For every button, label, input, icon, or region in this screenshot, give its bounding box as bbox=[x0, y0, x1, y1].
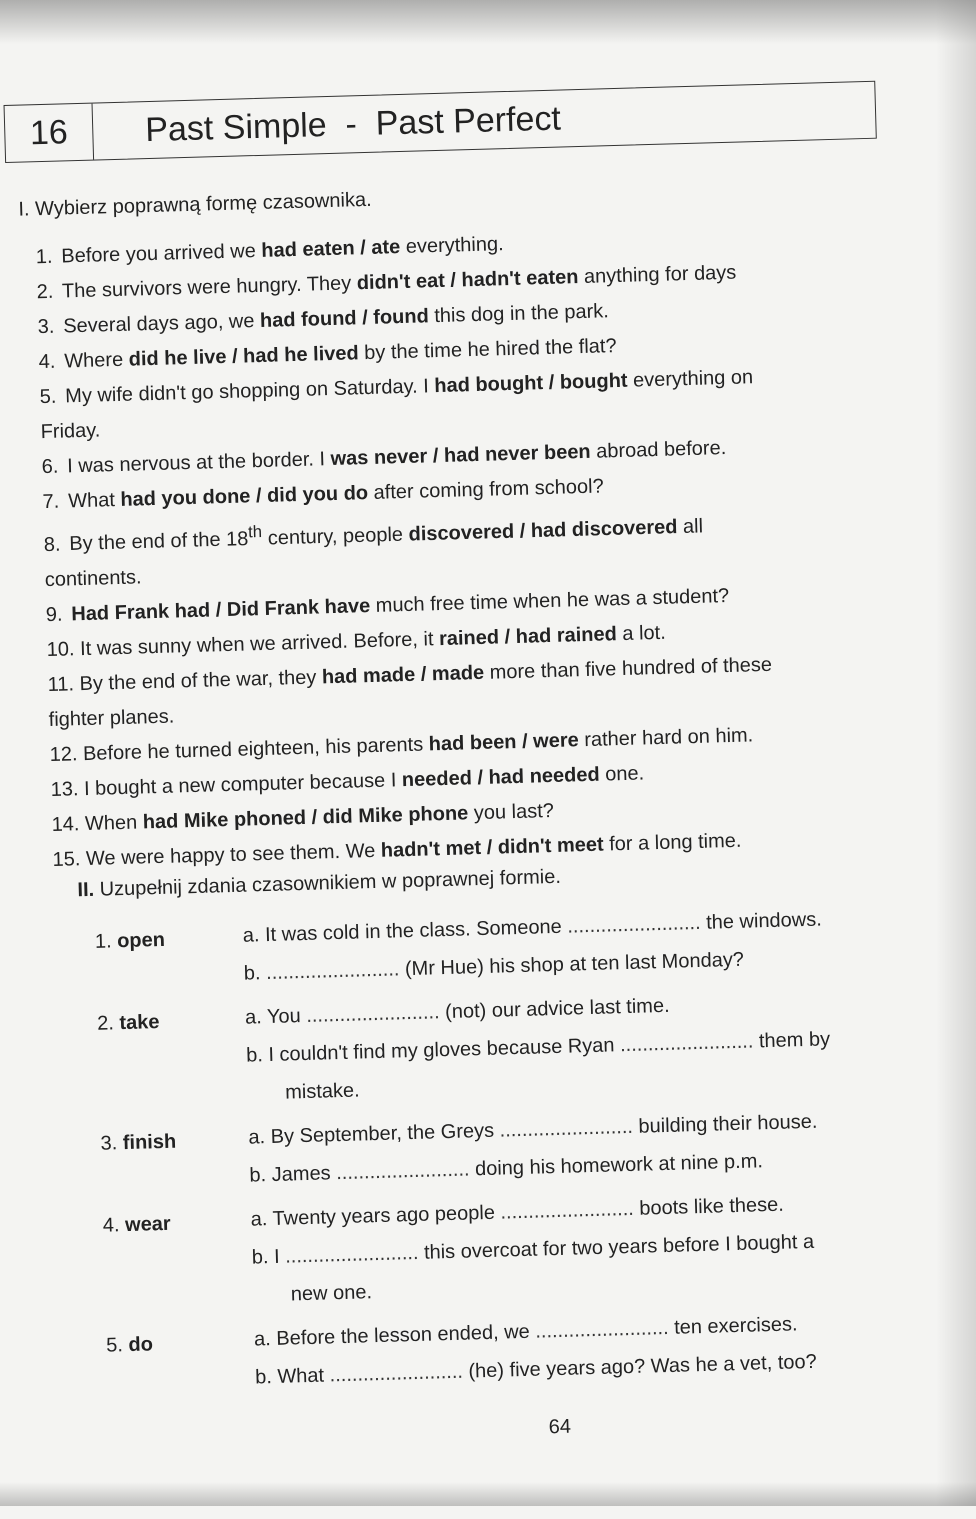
blank-line[interactable]: ........................ bbox=[305, 1001, 440, 1027]
item-number: 1. bbox=[35, 245, 53, 269]
exercise2-list bbox=[94, 897, 947, 1400]
item-number: 15. bbox=[52, 847, 81, 871]
sentence-text: It was cold in the class. Someone bbox=[264, 915, 568, 947]
sentence-label: a. bbox=[248, 1126, 266, 1149]
item-text: everything. bbox=[399, 233, 504, 259]
blank-line[interactable]: ........................ bbox=[534, 1316, 669, 1343]
sentence-text: Twenty years ago people bbox=[272, 1201, 501, 1230]
answer-choices: was never / had never been bbox=[330, 440, 591, 471]
answer-choices: had Mike phoned / did Mike phone bbox=[142, 802, 469, 834]
sentence-text: doing his homework at nine p.m. bbox=[469, 1150, 764, 1181]
sentence-text: Before the lesson ended, we bbox=[276, 1320, 536, 1350]
item-text: Several days ago, we bbox=[62, 309, 261, 338]
item-text: The survivors were hungry. They bbox=[61, 272, 358, 303]
answer-choices: had eaten / ate bbox=[261, 236, 401, 262]
verb-label bbox=[97, 1011, 160, 1036]
exercise1-title: I. Wybierz poprawną formę czasownika. bbox=[18, 188, 372, 221]
verb-label bbox=[106, 1333, 153, 1357]
exercise2-roman: II. bbox=[77, 878, 95, 902]
sentence-label: a. bbox=[242, 924, 260, 947]
item-text: rather hard on him. bbox=[578, 724, 754, 751]
answer-choices: needed / had needed bbox=[401, 763, 600, 791]
item-number: 9. bbox=[45, 603, 63, 626]
sentence-label: b. bbox=[249, 1164, 267, 1187]
sentence-text: mistake. bbox=[284, 1079, 360, 1104]
blank-line[interactable]: ........................ bbox=[329, 1360, 464, 1387]
item-text: By the end of the 18 bbox=[69, 528, 249, 556]
item-text: Before he turned eighteen, his parents bbox=[82, 733, 430, 765]
sentence-text: What bbox=[277, 1364, 330, 1388]
item-text: for a long time. bbox=[603, 829, 742, 856]
verb-name: finish bbox=[122, 1130, 177, 1155]
blank-line[interactable]: ........................ bbox=[500, 1197, 635, 1224]
item-text: I bought a new computer because I bbox=[83, 768, 403, 800]
verb-group bbox=[102, 1181, 945, 1318]
unit-title: Past Simple - Past Perfect bbox=[144, 99, 562, 150]
item-text: more than five hundred of these bbox=[483, 653, 773, 684]
item-text: a lot. bbox=[616, 621, 667, 645]
item-text: What bbox=[67, 488, 121, 513]
verb-number: 3. bbox=[100, 1132, 118, 1155]
item-text: anything for days bbox=[578, 261, 737, 289]
answer-choices: Had Frank had / Did Frank have bbox=[71, 594, 371, 626]
sentence-text: the windows. bbox=[700, 908, 823, 934]
item-text: much free time when he was a student? bbox=[369, 584, 730, 617]
sentence-text: them by bbox=[753, 1028, 831, 1053]
verb-number: 2. bbox=[96, 1012, 115, 1035]
verb-name: do bbox=[128, 1333, 154, 1357]
item-text: By the end of the war, they bbox=[79, 666, 323, 695]
item-text: after coming from school? bbox=[367, 475, 604, 505]
item-number: 3. bbox=[37, 315, 55, 339]
answer-choices: had been / were bbox=[428, 728, 580, 756]
item-text: century, people bbox=[261, 523, 409, 550]
item-text: It was sunny when we arrived. Before, it bbox=[79, 627, 440, 660]
answer-choices: discovered / had discovered bbox=[408, 516, 678, 546]
item-number: 14. bbox=[51, 812, 80, 836]
verb-number: 1. bbox=[94, 930, 112, 953]
answer-choices: rained / had rained bbox=[438, 622, 618, 650]
sentence-text: this overcoat for two years before I bought a bbox=[418, 1230, 815, 1264]
item-text: Where bbox=[63, 348, 130, 373]
sentence-text: (not) our advice last time. bbox=[439, 994, 670, 1024]
sentence-text: (he) five years ago? Was he a vet, too? bbox=[462, 1350, 817, 1383]
answer-choices: had you done / did you do bbox=[120, 482, 369, 511]
verb-group bbox=[106, 1301, 948, 1400]
sentence-text: James bbox=[271, 1162, 337, 1186]
answer-choices: hadn't met / didn't meet bbox=[380, 833, 604, 862]
item-text: this dog in the park. bbox=[428, 300, 610, 328]
blank-line[interactable]: ........................ bbox=[335, 1158, 470, 1185]
verb-label bbox=[95, 929, 166, 954]
sentence-label: a. bbox=[244, 1006, 263, 1029]
item-continuation: fighter planes. bbox=[48, 705, 175, 731]
item-text: abroad before. bbox=[590, 437, 727, 463]
answer-choices: had found / found bbox=[259, 305, 430, 332]
sentence-text: (Mr Hue) his shop at ten last Monday? bbox=[399, 948, 745, 981]
sentence-text: ten exercises. bbox=[668, 1313, 798, 1339]
sentence-label: b. bbox=[245, 1044, 264, 1067]
sentence-text: You bbox=[266, 1004, 307, 1029]
sentence-text: building their house. bbox=[632, 1110, 818, 1138]
item-text: all bbox=[677, 515, 704, 539]
item-text: one. bbox=[599, 762, 645, 786]
blank-line[interactable]: ........................ bbox=[499, 1115, 634, 1142]
verb-name: wear bbox=[124, 1212, 171, 1237]
item-number: 11. bbox=[47, 672, 75, 696]
verb-group bbox=[97, 979, 940, 1116]
item-text: by the time he hired the flat? bbox=[358, 335, 617, 365]
verb-number: 5. bbox=[105, 1334, 124, 1357]
verb-name: open bbox=[116, 928, 166, 953]
verb-label bbox=[100, 1131, 176, 1156]
sentence-text: I couldn't find my gloves because Ryan bbox=[268, 1034, 621, 1067]
blank-line[interactable]: ........................ bbox=[265, 958, 400, 985]
verb-name: take bbox=[119, 1011, 160, 1035]
sentence-label: a. bbox=[253, 1328, 272, 1351]
item-superscript: th bbox=[247, 522, 263, 542]
sentence-label: b. bbox=[254, 1366, 273, 1389]
item-text: you last? bbox=[467, 799, 555, 825]
item-text: We were happy to see them. We bbox=[85, 839, 382, 870]
verb-label bbox=[103, 1213, 171, 1238]
blank-line[interactable]: ........................ bbox=[619, 1030, 754, 1057]
item-number: 12. bbox=[49, 742, 78, 766]
answer-choices: had made / made bbox=[321, 661, 485, 689]
answer-choices: had bought / bought bbox=[434, 369, 628, 398]
item-text: When bbox=[84, 811, 144, 835]
item-number: 10. bbox=[46, 637, 75, 661]
exercise1-list bbox=[35, 217, 882, 878]
blank-line[interactable]: ........................ bbox=[567, 911, 701, 938]
verb-number: 4. bbox=[102, 1214, 120, 1237]
item-number: 13. bbox=[50, 777, 79, 801]
sentence-label: b. bbox=[251, 1246, 269, 1269]
item-number: 7. bbox=[42, 490, 60, 514]
answer-choices: didn't eat / hadn't eaten bbox=[356, 266, 579, 295]
item-number: 6. bbox=[41, 455, 59, 479]
unit-number: 16 bbox=[5, 104, 95, 162]
item-number: 5. bbox=[39, 385, 57, 409]
item-number: 4. bbox=[38, 350, 56, 374]
sentence-text: By September, the Greys bbox=[270, 1119, 500, 1148]
sentence-label: a. bbox=[250, 1208, 268, 1231]
item-text: My wife didn't go shopping on Saturday. I bbox=[64, 375, 435, 408]
sentence-text: new one. bbox=[290, 1281, 373, 1306]
sentence-label: b. bbox=[243, 962, 261, 985]
page-number: 64 bbox=[548, 1415, 572, 1439]
sentence-text: I bbox=[273, 1245, 286, 1268]
item-text: everything on bbox=[627, 366, 754, 392]
sentence-text: boots like these. bbox=[633, 1193, 785, 1220]
item-text: Before you arrived we bbox=[61, 239, 262, 268]
item-continuation: continents. bbox=[44, 566, 142, 591]
item-number: 2. bbox=[36, 280, 54, 304]
unit-header bbox=[4, 81, 877, 163]
item-number: 8. bbox=[43, 533, 61, 556]
blank-line[interactable]: ........................ bbox=[284, 1241, 419, 1268]
item-continuation: Friday. bbox=[40, 419, 101, 444]
answer-choices: did he live / had he lived bbox=[128, 342, 359, 371]
exercise2-title-text: Uzupełnij zdania czasownikiem w poprawnej formie. bbox=[93, 865, 562, 901]
item-text: I was nervous at the border. I bbox=[66, 448, 331, 478]
